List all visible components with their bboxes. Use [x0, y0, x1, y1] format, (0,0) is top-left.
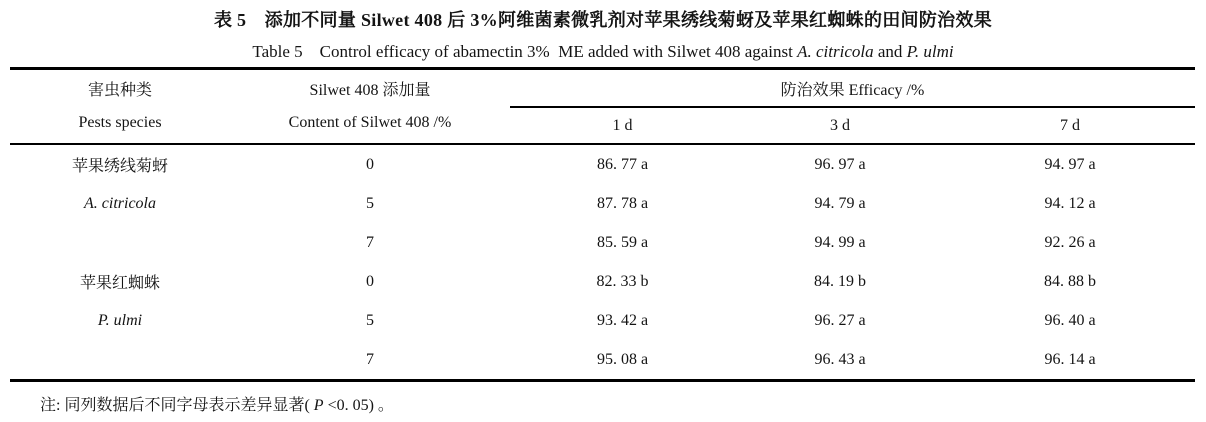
header-pests [10, 70, 230, 143]
header-pests-en: Pests species [78, 113, 162, 131]
cell-content: 0 [366, 155, 374, 173]
cell-content: 0 [366, 272, 374, 290]
table-row [10, 145, 1195, 184]
table-body [10, 145, 1195, 382]
cell-pest: A. citricola [84, 194, 156, 212]
header-efficacy-group [510, 70, 1195, 143]
caption-en-and: and [873, 42, 907, 61]
header-day-1d: 1 d [612, 116, 633, 134]
three-line-table [10, 67, 1195, 382]
cell-efficacy-1d: 87. 78 a [596, 194, 649, 212]
table-caption-zh: 表 5 添加不同量 Silwet 408 后 3%阿维菌素微乳剂对苹果绣线菊蚜及苹果红蜘蛛的田间防治效果 [213, 10, 993, 30]
table-row [10, 340, 1195, 379]
table-row [10, 223, 1195, 262]
header-day-7d: 7 d [1060, 116, 1080, 134]
cell-efficacy-1d: 95. 08 a [596, 350, 649, 368]
cell-efficacy-7d: 96. 40 a [1044, 311, 1096, 329]
cell-efficacy-7d: 92. 26 a [1044, 233, 1096, 251]
cell-efficacy-3d: 94. 99 a [814, 233, 866, 251]
table-row [10, 184, 1195, 223]
cell-efficacy-3d: 96. 27 a [814, 311, 866, 329]
cell-content: 7 [366, 233, 374, 251]
header-content-zh: Silwet 408 添加量 [309, 81, 431, 99]
header-efficacy-label: 防治效果 Efficacy /% [510, 70, 1195, 108]
cell-efficacy-7d: 94. 12 a [1044, 194, 1096, 212]
cell-efficacy-1d: 85. 59 a [596, 233, 649, 251]
header-pests-zh: 害虫种类 [87, 81, 152, 99]
header-content-en: Content of Silwet 408 /% [288, 113, 452, 131]
cell-efficacy-3d: 84. 19 b [814, 272, 866, 290]
table-header [10, 70, 1195, 145]
cell-pest: P. ulmi [97, 311, 143, 329]
caption-species-1: A. citricola [797, 42, 874, 61]
cell-pest: 苹果红蜘蛛 [79, 275, 160, 292]
header-content [230, 70, 510, 143]
caption-en-prefix: Table 5 Control efficacy of abamectin 3% ME added with Silwet 408 against [252, 42, 798, 61]
caption-species-2: P. ulmi [906, 42, 954, 61]
cell-efficacy-1d: 93. 42 a [596, 311, 649, 329]
cell-efficacy-3d: 94. 79 a [814, 194, 866, 212]
cell-efficacy-1d: 82. 33 b [596, 272, 649, 290]
cell-efficacy-7d: 96. 14 a [1044, 350, 1096, 368]
table-footnote [40, 392, 394, 415]
cell-efficacy-7d: 84. 88 b [1044, 272, 1096, 290]
cell-content: 5 [366, 311, 374, 329]
footnote-p-symbol: P [313, 397, 324, 414]
cell-efficacy-1d: 86. 77 a [596, 155, 649, 173]
cell-efficacy-7d: 94. 97 a [1044, 155, 1096, 173]
cell-efficacy-3d: 96. 97 a [814, 155, 866, 173]
table-row [10, 301, 1195, 340]
cell-efficacy-3d: 96. 43 a [814, 350, 866, 368]
footnote-suffix: <0. 05) 。 [323, 397, 394, 414]
footnote-prefix: 注: 同列数据后不同字母表示差异显著( [40, 397, 314, 414]
cell-content: 7 [366, 350, 374, 368]
cell-content: 5 [366, 194, 374, 212]
header-efficacy-days [510, 108, 1195, 143]
table-row [10, 262, 1195, 301]
cell-pest: 苹果绣线菊蚜 [71, 158, 168, 175]
table-caption-en [0, 37, 1206, 62]
header-day-3d: 3 d [830, 116, 850, 134]
